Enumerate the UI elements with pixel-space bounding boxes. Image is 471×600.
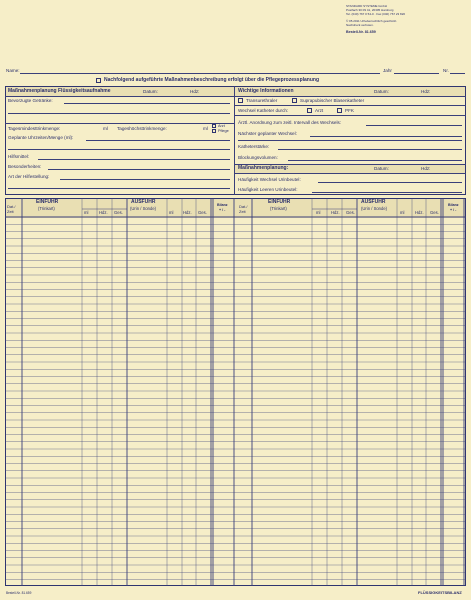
einfuhr-ml-left: ml (84, 210, 89, 215)
copyright: © 05.2011 Urheberrechtlich geschützt. (346, 19, 398, 23)
dat-zeit-label-left: Dat./ Zeit (7, 204, 16, 214)
naechster-label: Nächster geplanter Wechsel: (238, 131, 297, 136)
geplante-field-2[interactable] (8, 149, 230, 150)
urin-sonde-label-left: (Urin / Sonde) (130, 206, 157, 211)
transurethraler-checkbox[interactable] (238, 98, 243, 103)
ausfuhr-label-left: AUSFUHR (131, 199, 156, 205)
plusminus-label-left: + / - (219, 208, 226, 212)
pfk-checkbox[interactable] (337, 108, 342, 113)
katheterstaerke-field[interactable] (278, 149, 462, 150)
massnahmen-datum-label: Datum: (374, 165, 389, 171)
blockung-field[interactable] (288, 160, 462, 161)
nr-field[interactable] (450, 73, 465, 74)
ausfuhr-ml-right: ml (400, 210, 405, 215)
ausfuhr-hdz-left: Hdz. (183, 210, 192, 215)
haeufigkeit-urin-field[interactable] (318, 182, 462, 183)
upper-divider (234, 86, 235, 195)
company-name: STANDARD SYSTEME GmbH (346, 4, 387, 8)
left-hdz-label: Hdz: (190, 88, 200, 94)
naechster-field[interactable] (310, 136, 462, 137)
pfk-label: PFK (345, 108, 354, 113)
nr-label: Nr. (443, 68, 449, 73)
haeufigkeit-urin-label: Häufigkeit Wechsel Urinbeutel: (238, 177, 301, 182)
pflege-checkbox[interactable] (212, 129, 216, 133)
einfuhr-ges-left: Ges. (114, 210, 123, 215)
haeufigkeit-leeren-field[interactable] (312, 192, 462, 193)
aerztl-field[interactable] (366, 125, 462, 126)
left-section-title: Maßnahmenplanung Flüssigkeitsaufnahme (8, 87, 111, 94)
right-datum-label: Datum: (374, 88, 389, 94)
arzt-label-left: Arzt (218, 123, 225, 128)
trinkart-label-left: (Trinkart) (38, 206, 55, 211)
urin-sonde-label-right: (Urin / Sonde) (361, 206, 388, 211)
tagesmindest-unit: ml (103, 126, 108, 131)
tagesmindest-label: Tagesmindesttrinkmenge: (8, 126, 61, 131)
notice-text: Nachfolgend aufgeführte Maßnahmenbeschreibung erfolgt über die Pflegeprozessplanung (104, 77, 320, 83)
ausfuhr-ml-left: ml (169, 210, 174, 215)
dat-zeit-label-right: Dat./ Zeit (239, 204, 248, 214)
geplante-label: Geplante Uhrzeiten/Menge (ml): (8, 135, 74, 140)
massnahmen-title: Maßnahmenplanung: (238, 164, 289, 171)
einfuhr-label-left: EINFUHR (36, 199, 59, 205)
hilfestellung-field[interactable] (60, 179, 230, 180)
einfuhr-hdz-right: Hdz. (331, 210, 340, 215)
ausfuhr-ges-left: Ges. (198, 210, 207, 215)
hilfsmittel-label: Hilfsmittel: (8, 154, 30, 159)
einfuhr-hdz-left: Hdz. (99, 210, 108, 215)
einfuhr-label-right: EINFUHR (268, 199, 291, 205)
arzt-checkbox-right[interactable] (307, 108, 312, 113)
company-phone: Tel. (040) 767 0 54-0 · Fax (040) 767 23 820 (346, 12, 406, 16)
wechsel-label: Wechsel Katheter durch: (238, 108, 289, 113)
hilfestellung-field-2[interactable] (8, 188, 230, 189)
ausfuhr-hdz-right: Hdz. (415, 210, 424, 215)
katheterstaerke-label: Katheterstärke: (238, 144, 270, 149)
blockung-label: Blockungsvolumen: (238, 155, 278, 160)
year-field[interactable] (394, 73, 439, 74)
arzt-label-right: Arzt (315, 108, 324, 113)
aerztl-label: Ärztl. Anordnung zum zeitl. Intervall des Wechsels: (238, 120, 342, 125)
name-label: Name: (6, 68, 20, 73)
plusminus-label-right: + / - (450, 208, 457, 212)
hilfsmittel-field[interactable] (38, 159, 230, 160)
haeufigkeit-leeren-label: Häufigkeit Leeren Urinbeutel: (238, 187, 298, 192)
footer-order-number: Bestell-Nr. 81.659 (6, 591, 32, 595)
hilfestellung-label: Art der Hilfestellung: (8, 174, 50, 179)
suprapubischer-checkbox[interactable] (292, 98, 297, 103)
notice-checkbox[interactable] (96, 78, 101, 83)
bevorzugte-field-2[interactable] (8, 113, 230, 114)
transurethraler-label: Transurethraler (246, 98, 278, 103)
left-datum-label: Datum: (143, 88, 158, 94)
besonderheiten-field[interactable] (48, 169, 230, 170)
copyright-note: Nachdruck verboten. (346, 23, 374, 27)
table-grid (5, 198, 466, 586)
bilanz-label-left: Bilanz (217, 203, 228, 207)
trinkart-label-right: (Trinkart) (270, 206, 287, 211)
footer-form-title: FLÜSSIGKEITSBILANZ (418, 590, 462, 595)
geplante-field[interactable] (86, 140, 230, 141)
right-section-title: Wichtige Informationen (238, 87, 294, 94)
massnahmen-hdz-label: Hdz: (421, 165, 431, 171)
tageshoechst-label: Tageshöchsttrinkmenge: (117, 126, 167, 131)
name-field[interactable] (20, 73, 380, 74)
fluid-balance-table (5, 198, 466, 586)
bevorzugte-field[interactable] (64, 103, 230, 104)
einfuhr-ges-right: Ges. (346, 210, 355, 215)
einfuhr-ml-right: ml (316, 210, 321, 215)
tageshoechst-unit: ml (203, 126, 208, 131)
naechster-field-2[interactable] (238, 140, 462, 141)
suprapubischer-label: Suprapubischer Blasenkatheter (300, 98, 365, 103)
ausfuhr-label-right: AUSFUHR (361, 199, 386, 205)
besonderheiten-label: Besonderheiten: (8, 164, 42, 169)
bilanz-label-right: Bilanz (448, 203, 459, 207)
order-number: Bestell-Nr. 81.659 (346, 30, 376, 34)
ausfuhr-ges-right: Ges. (430, 210, 439, 215)
bevorzugte-label: Bevorzugte Getränke: (8, 98, 53, 103)
pflege-label: Pflege (218, 128, 229, 133)
year-label: Jahr (383, 68, 392, 73)
arzt-checkbox-left[interactable] (212, 124, 216, 128)
company-address: Postfach 30 09 41, 20305 Hamburg (346, 8, 394, 12)
right-hdz-label: Hdz: (421, 88, 431, 94)
